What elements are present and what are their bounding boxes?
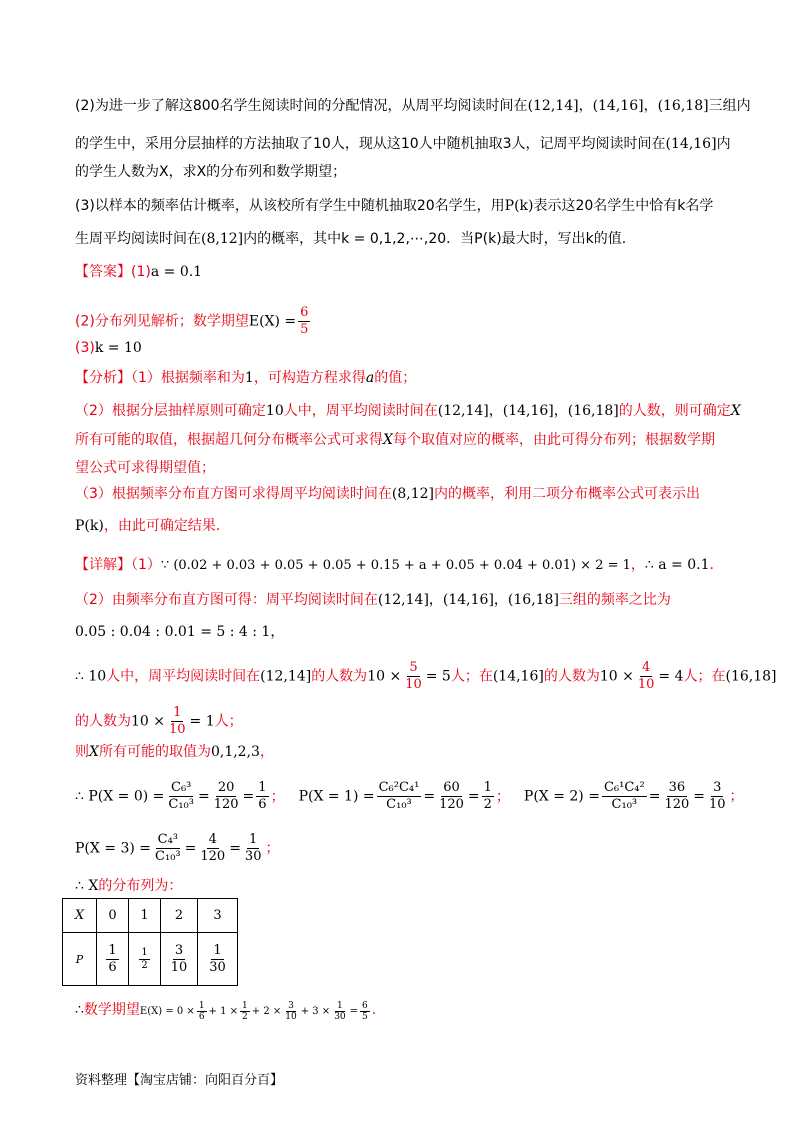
analysis-line-5 (75, 484, 700, 504)
text: （1）根据频率和为 (131, 370, 245, 386)
fraction-denominator: 2 (141, 959, 148, 971)
expectation-line (75, 1000, 376, 1022)
text: 人；在 (450, 668, 493, 685)
answer-tag: 【答案】 (75, 264, 131, 280)
table-cell (161, 933, 198, 986)
text: （3）根据频率分布直方图可求得周平均阅读时间在 (75, 486, 392, 502)
fraction-numerator: 1 (173, 705, 182, 720)
detail-line-6 (75, 742, 274, 762)
text: （2）由频率分布直方图可得：周平均阅读时间在 (75, 592, 378, 608)
fraction-denominator: 120 (213, 797, 239, 812)
math: = (349, 1006, 359, 1017)
math: (14,16] (492, 668, 544, 685)
fraction-denominator: C₁₀³ (168, 797, 194, 812)
q3-pk: P(k) (504, 198, 534, 214)
text: ； (495, 788, 510, 805)
math: (8,12] (391, 486, 435, 502)
text: （1） (131, 557, 161, 573)
answer-2-fraction (298, 305, 310, 338)
analysis-line-4: 望公式可求得期望值； (75, 460, 215, 476)
fraction (482, 780, 494, 813)
math: 10 × (367, 668, 402, 685)
text: 所有可能的取值为 (98, 744, 211, 760)
math: P(X = 3) = (75, 840, 152, 857)
fraction-numerator: 20 (217, 780, 235, 795)
table-row-label: P (63, 933, 97, 986)
fraction (212, 780, 241, 813)
table-cell (129, 933, 161, 986)
answer-1-label: (1) (131, 264, 151, 280)
math: 0,1,2,3 (210, 744, 260, 760)
math: = (184, 840, 197, 857)
distribution-heading (75, 876, 182, 896)
fraction-denominator: 30 (244, 849, 262, 864)
math: 10 × (131, 713, 165, 730)
q2-line-2 (75, 134, 731, 154)
q2-interval: (14,16] (665, 136, 717, 152)
fraction-numerator: 1 (108, 942, 117, 958)
answer-3-label: (3) (75, 340, 95, 356)
table-row (63, 899, 238, 933)
fraction-numerator: 1 (141, 946, 148, 958)
fraction-numerator: 5 (409, 660, 418, 675)
fraction (256, 780, 268, 813)
fraction-denominator: 120 (664, 797, 690, 812)
detail-tag: 【详解】 (75, 557, 131, 573)
text: 人中，周平均阅读时间在 (106, 668, 261, 685)
fraction (167, 705, 188, 738)
expectation-formula (139, 1001, 372, 1022)
fraction-denominator: 6 (258, 797, 267, 812)
fraction-numerator: 60 (443, 780, 460, 795)
probability-line-1 (75, 780, 744, 813)
math: + 2 × (251, 1006, 282, 1017)
fraction-denominator: 10 (170, 959, 188, 975)
math: ∴ (75, 1002, 84, 1018)
answer-line-1 (75, 262, 202, 282)
table-header-cell: 3 (198, 899, 238, 933)
text: 每个取值对应的概率，由此可得分布列；根据数学期 (392, 432, 715, 448)
distribution-table (62, 898, 238, 986)
fraction-denominator: 120 (200, 849, 226, 864)
fraction-numerator: 1 (258, 780, 267, 795)
text: ，可构造方程求得 (253, 370, 366, 386)
fraction-denominator: 6 (108, 959, 117, 975)
detail-line-5 (75, 705, 243, 738)
text: ； (270, 788, 285, 805)
text: . (371, 1002, 377, 1018)
fraction-numerator: 4 (208, 832, 217, 847)
fraction (332, 1001, 347, 1022)
fraction-denominator: 6 (198, 1012, 205, 1022)
math: = (693, 788, 705, 805)
fraction (283, 1001, 298, 1022)
fraction-denominator: 120 (439, 797, 464, 812)
text: ，由此可确定结果. (103, 518, 221, 534)
fraction-numerator: 6 (300, 305, 309, 320)
footer-source: 资料整理【淘宝店铺：向阳百分百】 (75, 1073, 284, 1088)
math: + 1 × (208, 1006, 239, 1017)
math: = 1 (189, 713, 215, 730)
fraction (169, 943, 190, 976)
table-cell (198, 933, 238, 986)
fraction-numerator: C₆³ (171, 780, 192, 795)
math: 10 (265, 403, 284, 419)
fraction-numerator: 1 (213, 942, 222, 958)
fraction (240, 1001, 250, 1022)
fraction-numerator: 3 (174, 942, 184, 958)
math: ∴ 10 (75, 668, 107, 685)
fraction (437, 780, 466, 813)
q3-text: 生周平均阅读时间在 (75, 231, 201, 247)
math: X (730, 403, 741, 419)
q3-text-end: 内的概率，其中k = 0,1,2,⋯,20．当P(k)最大时，写出k的值. (243, 231, 627, 247)
fraction-denominator: 10 (285, 1012, 297, 1022)
q2-line-3: 的学生人数为X，求X的分布列和数学期望； (75, 164, 347, 180)
math: ∴ P(X = 0) = (75, 788, 165, 805)
answer-3-value: k = 10 (94, 340, 142, 356)
analysis-line-3 (75, 430, 715, 450)
text: 人；在 (683, 668, 726, 685)
q2-intervals: (12,14]，(14,16]，(16,18] (527, 98, 709, 114)
math: (12,14]，(14,16]，(16,18] (377, 592, 559, 608)
math: = (242, 788, 255, 805)
text: 的人数，则可确定 (618, 403, 731, 419)
math: P(X = 2) = (523, 788, 600, 805)
fraction-numerator: 3 (713, 780, 722, 795)
math: P(X = 1) = (298, 788, 375, 805)
math: E(X) = 0 × (139, 1006, 195, 1017)
math: a (365, 370, 375, 386)
fraction-denominator: 2 (242, 1012, 248, 1022)
table-cell (97, 933, 129, 986)
text: 数学期望 (83, 1002, 140, 1018)
answer-2-expectation: E(X) = (248, 313, 297, 330)
text: 人； (214, 713, 243, 730)
fraction (207, 943, 228, 976)
math: (12,14] (260, 668, 312, 685)
fraction-denominator: 30 (334, 1012, 346, 1022)
fraction-denominator: C₁₀³ (155, 849, 181, 864)
table-row (63, 933, 238, 986)
math: = (648, 788, 661, 805)
text: （2）根据分层抽样原则可确定 (75, 403, 266, 419)
fraction-numerator: 36 (668, 780, 686, 795)
text: 的人数为 (311, 668, 368, 685)
text: ， (630, 557, 645, 573)
math: = (229, 840, 241, 857)
math: P(k) (75, 518, 104, 534)
fraction (360, 1001, 370, 1022)
math: = (197, 788, 210, 805)
fraction-denominator: 10 (637, 677, 655, 692)
fraction (139, 947, 149, 972)
q2-line-1 (75, 96, 751, 116)
q3-interval: (8,12] (201, 231, 244, 247)
fraction (403, 660, 424, 693)
fraction (153, 832, 183, 865)
fraction-denominator: 10 (169, 722, 186, 737)
math: 1 (244, 370, 254, 386)
analysis-line-2 (75, 401, 741, 421)
fraction (707, 780, 728, 813)
fraction (662, 780, 691, 813)
fraction-denominator: 30 (209, 959, 226, 975)
table-header-cell: X (63, 899, 97, 933)
q3-text-end: 表示这20名学生中恰有k名学 (533, 198, 714, 214)
fraction (243, 832, 264, 865)
fraction-denominator: 2 (483, 797, 492, 812)
q2-text: 的学生中，采用分层抽样的方法抽取了10人，现从这10人中随机抽取3人，记周平均阅读时间在 (75, 136, 666, 152)
text: 内的概率，利用二项分布概率公式可表示出 (434, 486, 701, 502)
math: = 5 (425, 668, 451, 685)
math: + 3 × (300, 1006, 331, 1017)
fraction-numerator: 1 (337, 1001, 343, 1011)
text: 的值； (374, 370, 417, 386)
math: X (383, 432, 393, 448)
fraction (198, 832, 227, 865)
text: 的分布列为： (98, 878, 183, 894)
answer-line-3 (75, 338, 142, 358)
table-header-cell: 0 (97, 899, 129, 933)
fraction (166, 780, 196, 813)
answer-1-value: a = 0.1 (150, 264, 203, 280)
q2-text: (2)为进一步了解这800名学生阅读时间的分配情况，从周平均阅读时间在 (75, 98, 528, 114)
analysis-tag: 【分析】 (75, 370, 131, 386)
fraction-numerator: 3 (288, 1001, 294, 1011)
q3-text: (3)以样本的频率估计概率，从该校所有学生中随机抽取20名学生，用 (75, 198, 505, 214)
text: ； (265, 840, 280, 857)
math: ∴ a = 0.1 (644, 557, 710, 573)
answer-line-2 (75, 305, 312, 338)
fraction-denominator: 5 (300, 322, 309, 337)
fraction-numerator: 6 (362, 1001, 368, 1011)
fraction-numerator: C₆²C₄¹ (378, 780, 420, 795)
fraction-numerator: 1 (249, 832, 258, 847)
analysis-line-6 (75, 516, 220, 536)
fraction (197, 1001, 207, 1022)
fraction (377, 780, 422, 813)
fraction-denominator: C₁₀³ (611, 797, 638, 812)
text: . (709, 557, 714, 573)
q2-text-end: 内 (716, 136, 731, 152)
math: (12,14]，(14,16]，(16,18] (437, 403, 619, 419)
text: 的人数为 (543, 668, 600, 685)
fraction-numerator: C₄³ (157, 832, 179, 847)
detail-line-1 (75, 555, 714, 576)
fraction-numerator: 4 (641, 660, 651, 675)
text: 三组的频率之比为 (558, 592, 671, 608)
q3-line-1 (75, 196, 713, 216)
probability-line-2 (75, 832, 279, 865)
table-header-cell: 2 (161, 899, 198, 933)
table-header-cell: 1 (129, 899, 161, 933)
math: 10 × (599, 668, 634, 685)
fraction-numerator: C₆¹C₄² (603, 780, 645, 795)
text: ， (259, 744, 274, 760)
q2-text-end: 三组内 (708, 98, 751, 114)
text: ； (729, 788, 744, 805)
fraction-denominator: 10 (709, 797, 726, 812)
fraction-numerator: 1 (198, 1001, 205, 1011)
text: 则 (75, 744, 89, 760)
fraction (602, 780, 647, 813)
text: 所有可能的取值，根据超几何分布概率公式可求得 (75, 432, 383, 448)
text: 人中，周平均阅读时间在 (283, 403, 438, 419)
fraction-denominator: C₁₀³ (386, 797, 412, 812)
fraction (106, 943, 118, 976)
math: ∴ X (75, 878, 99, 894)
math: = 4 (658, 668, 684, 685)
detail-line-3: 0.05 : 0.04 : 0.01 = 5 : 4 : 1， (75, 624, 285, 640)
math: (16,18] (725, 668, 777, 685)
math: ∵ (0.02 + 0.03 + 0.05 + 0.05 + 0.15 + a + 0.05 + 0.04 + 0.01) × 2 = 1 (160, 558, 631, 573)
detail-line-4 (75, 660, 777, 693)
text: 的人数为 (75, 713, 131, 730)
q3-line-2 (75, 229, 626, 249)
fraction-numerator: 1 (483, 780, 492, 795)
detail-line-2 (75, 590, 671, 610)
answer-2-text: (2)分布列见解析；数学期望 (75, 313, 249, 330)
math: X (89, 744, 99, 760)
math: = (423, 788, 436, 805)
fraction (636, 660, 657, 693)
fraction-denominator: 5 (362, 1012, 368, 1022)
fraction-numerator: 1 (242, 1001, 248, 1011)
math: = (467, 788, 480, 805)
analysis-line-1 (75, 368, 416, 388)
fraction-denominator: 10 (405, 677, 422, 692)
